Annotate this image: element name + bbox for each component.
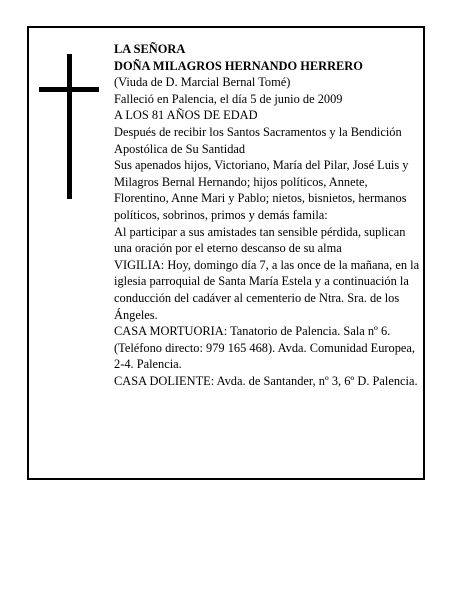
funeral-home-text: CASA MORTUORIA: Tanatorio de Palencia. Sala nº 6. (Teléfono directo: 979 165 468). Avda. Comunidad Europea, 2-4. Palencia. bbox=[114, 324, 416, 372]
mourning-house-text: CASA DOLIENTE: Avda. de Santander, nº 3, 6º D. Palencia. bbox=[114, 373, 418, 388]
request-text: Al participar a sus amistades tan sensible pérdida, suplican una oración por el eterno descanso de su alma bbox=[114, 224, 406, 256]
cross-vertical-bar bbox=[67, 54, 72, 199]
deceased-name: DOÑA MILAGROS HERNANDO HERRERO bbox=[114, 58, 363, 73]
cross-icon bbox=[39, 54, 99, 199]
death-info: Falleció en Palencia, el día 5 de junio de 2009 bbox=[114, 91, 343, 106]
obituary-notice bbox=[27, 26, 425, 480]
widow-of: (Viuda de D. Marcial Bernal Tomé) bbox=[114, 75, 291, 90]
title-line: LA SEÑORA bbox=[114, 42, 186, 56]
cross-horizontal-bar bbox=[39, 87, 99, 92]
family-text: Sus apenados hijos, Victoriano, María del Pilar, José Luis y Milagros Bernal Hernando; hijos políticos, Annete, Florentino, Anne Mari y Pablo; nietos, bisnietos, hermanos políticos, sobrinos, primos y demás famila: bbox=[114, 158, 409, 222]
vigil-text: VIGILIA: Hoy, domingo día 7, a las once de la mañana, en la iglesia parroquial de Santa María Estela y a continuación la conducción del cadáver al cementerio de Ntra. Sra. de los Ángeles. bbox=[114, 257, 420, 322]
age-info: A LOS 81 AÑOS DE EDAD bbox=[114, 108, 258, 123]
obituary-text bbox=[114, 41, 424, 389]
sacraments-text: Después de recibir los Santos Sacramentos y la Bendición Apostólica de Su Santidad bbox=[114, 124, 402, 156]
